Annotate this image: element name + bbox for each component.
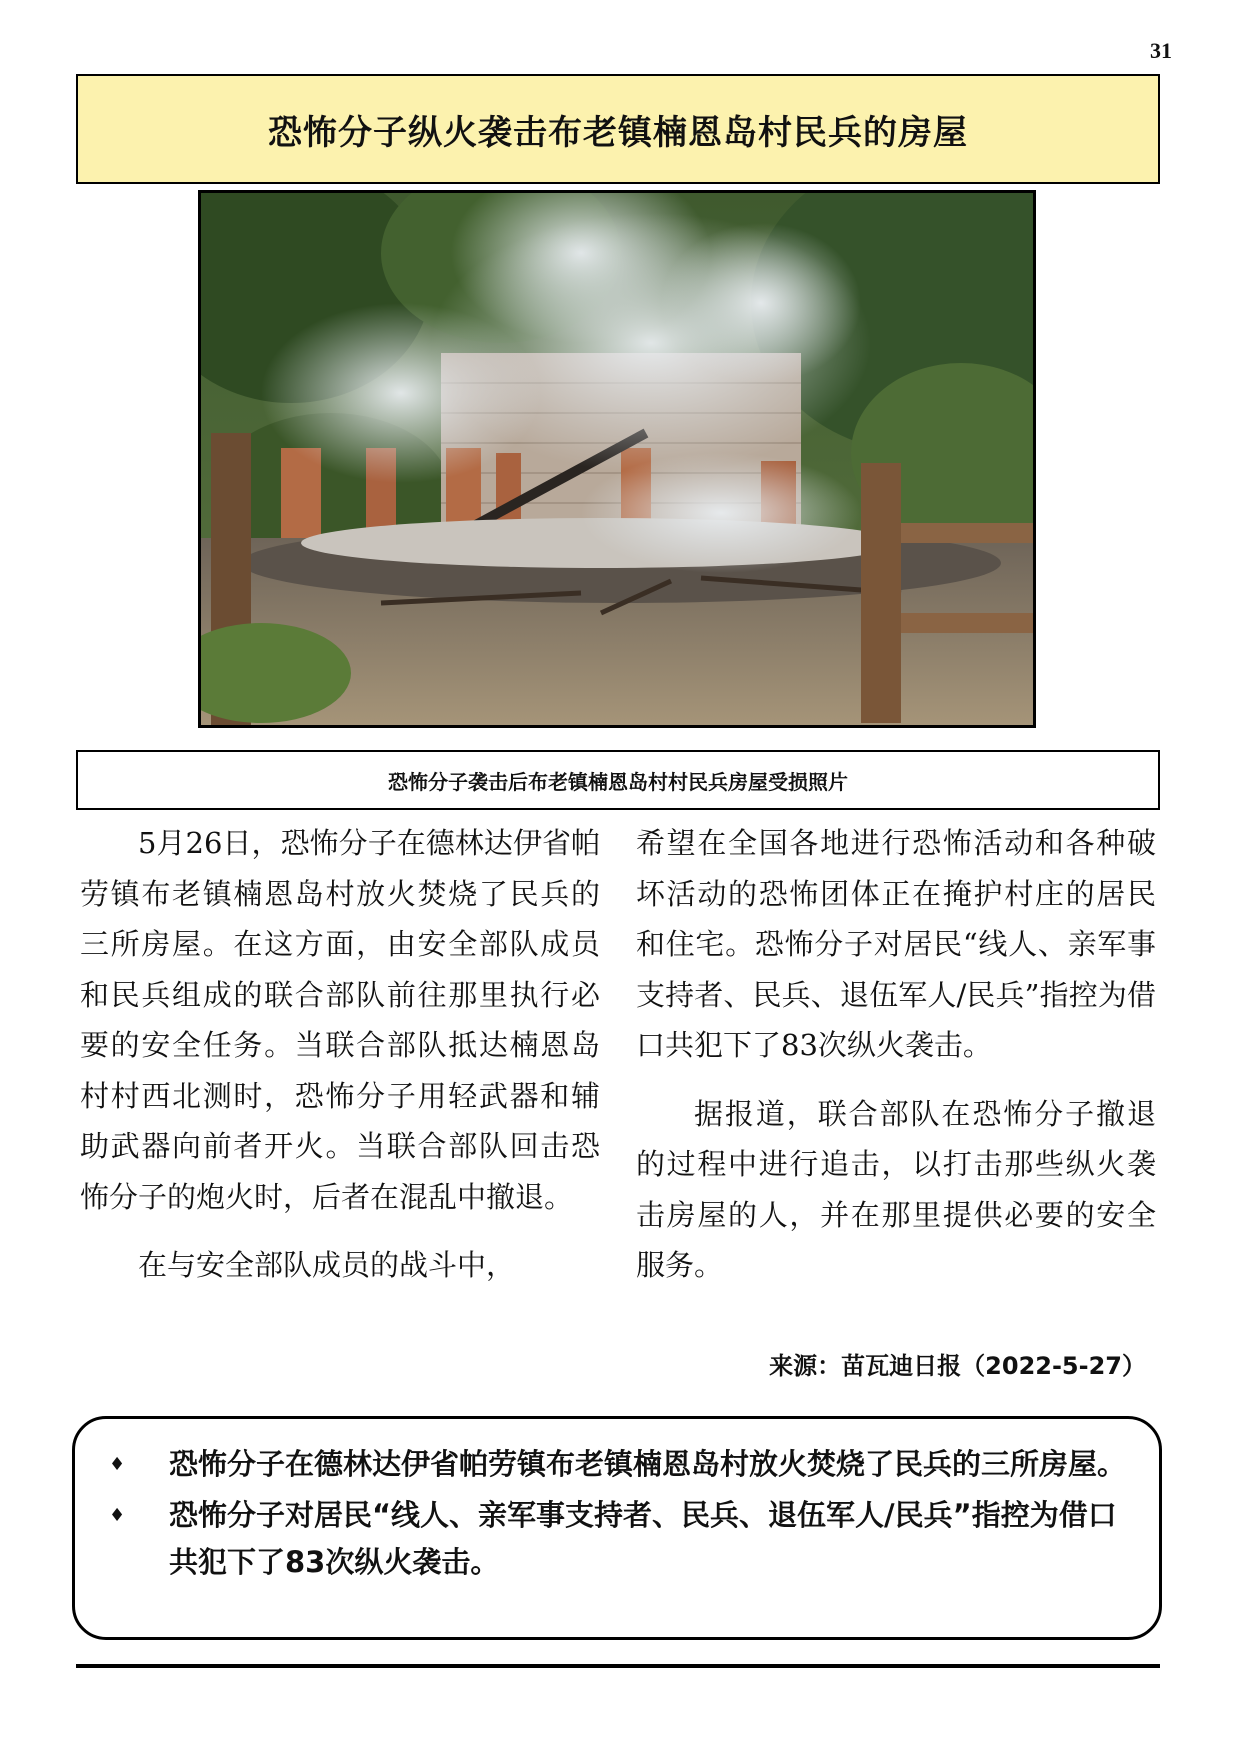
summary-list <box>109 1441 1135 1586</box>
summary-item <box>109 1441 1135 1488</box>
photo-caption-box <box>76 750 1160 810</box>
source-citation: 来源：苗瓦迪日报（2022-5-27） <box>769 1352 1146 1380</box>
burned-house-photo <box>198 190 1036 728</box>
paragraph: 希望在全国各地进行恐怖活动和各种破坏活动的恐怖团体正在掩护村庄的居民和住宅。恐怖分子对居民“线人、亲军事支持者、民兵、退伍军人/民兵”指控为借口共犯下了83次纵火袭击。 <box>636 826 1156 1062</box>
paragraph: 据报道，联合部队在恐怖分子撤退的过程中进行追击，以打击那些纵火袭击房屋的人，并在那里提供必要的安全服务。 <box>636 1096 1156 1282</box>
title-box <box>76 74 1160 184</box>
diamond-bullet-icon: ♦ <box>109 1505 126 1526</box>
paragraph: 5月26日，恐怖分子在德林达伊省帕劳镇布老镇楠恩岛村放火焚烧了民兵的三所房屋。在这方面，由安全部队成员和民兵组成的联合部队前往那里执行必要的安全任务。当联合部队抵达楠恩岛村村西北测时，恐怖分子用轻武器和辅助武器向前者开火。当联合部队回击恐怖分子的炮火时，后者在混乱中撤退。 <box>80 826 600 1214</box>
paragraph: 在与安全部队成员的战斗中， <box>138 1248 516 1282</box>
page-number: 31 <box>1150 38 1172 63</box>
article-column-right <box>636 818 1156 1291</box>
footer-divider <box>76 1664 1160 1668</box>
diamond-bullet-icon: ♦ <box>109 1454 126 1475</box>
summary-text: 恐怖分子在德林达伊省帕劳镇布老镇楠恩岛村放火焚烧了民兵的三所房屋。 <box>169 1447 1127 1481</box>
article-column-left <box>80 818 600 1291</box>
photo-illustration <box>201 193 1033 725</box>
summary-text: 恐怖分子对居民“线人、亲军事支持者、民兵、退伍军人/民兵”指控为借口共犯下了83次纵火袭击。 <box>169 1498 1117 1579</box>
photo-caption: 恐怖分子袭击后布老镇楠恩岛村村民兵房屋受损照片 <box>388 769 848 794</box>
summary-box <box>72 1416 1162 1640</box>
page-title: 恐怖分子纵火袭击布老镇楠恩岛村民兵的房屋 <box>268 112 968 153</box>
summary-item <box>109 1492 1135 1586</box>
